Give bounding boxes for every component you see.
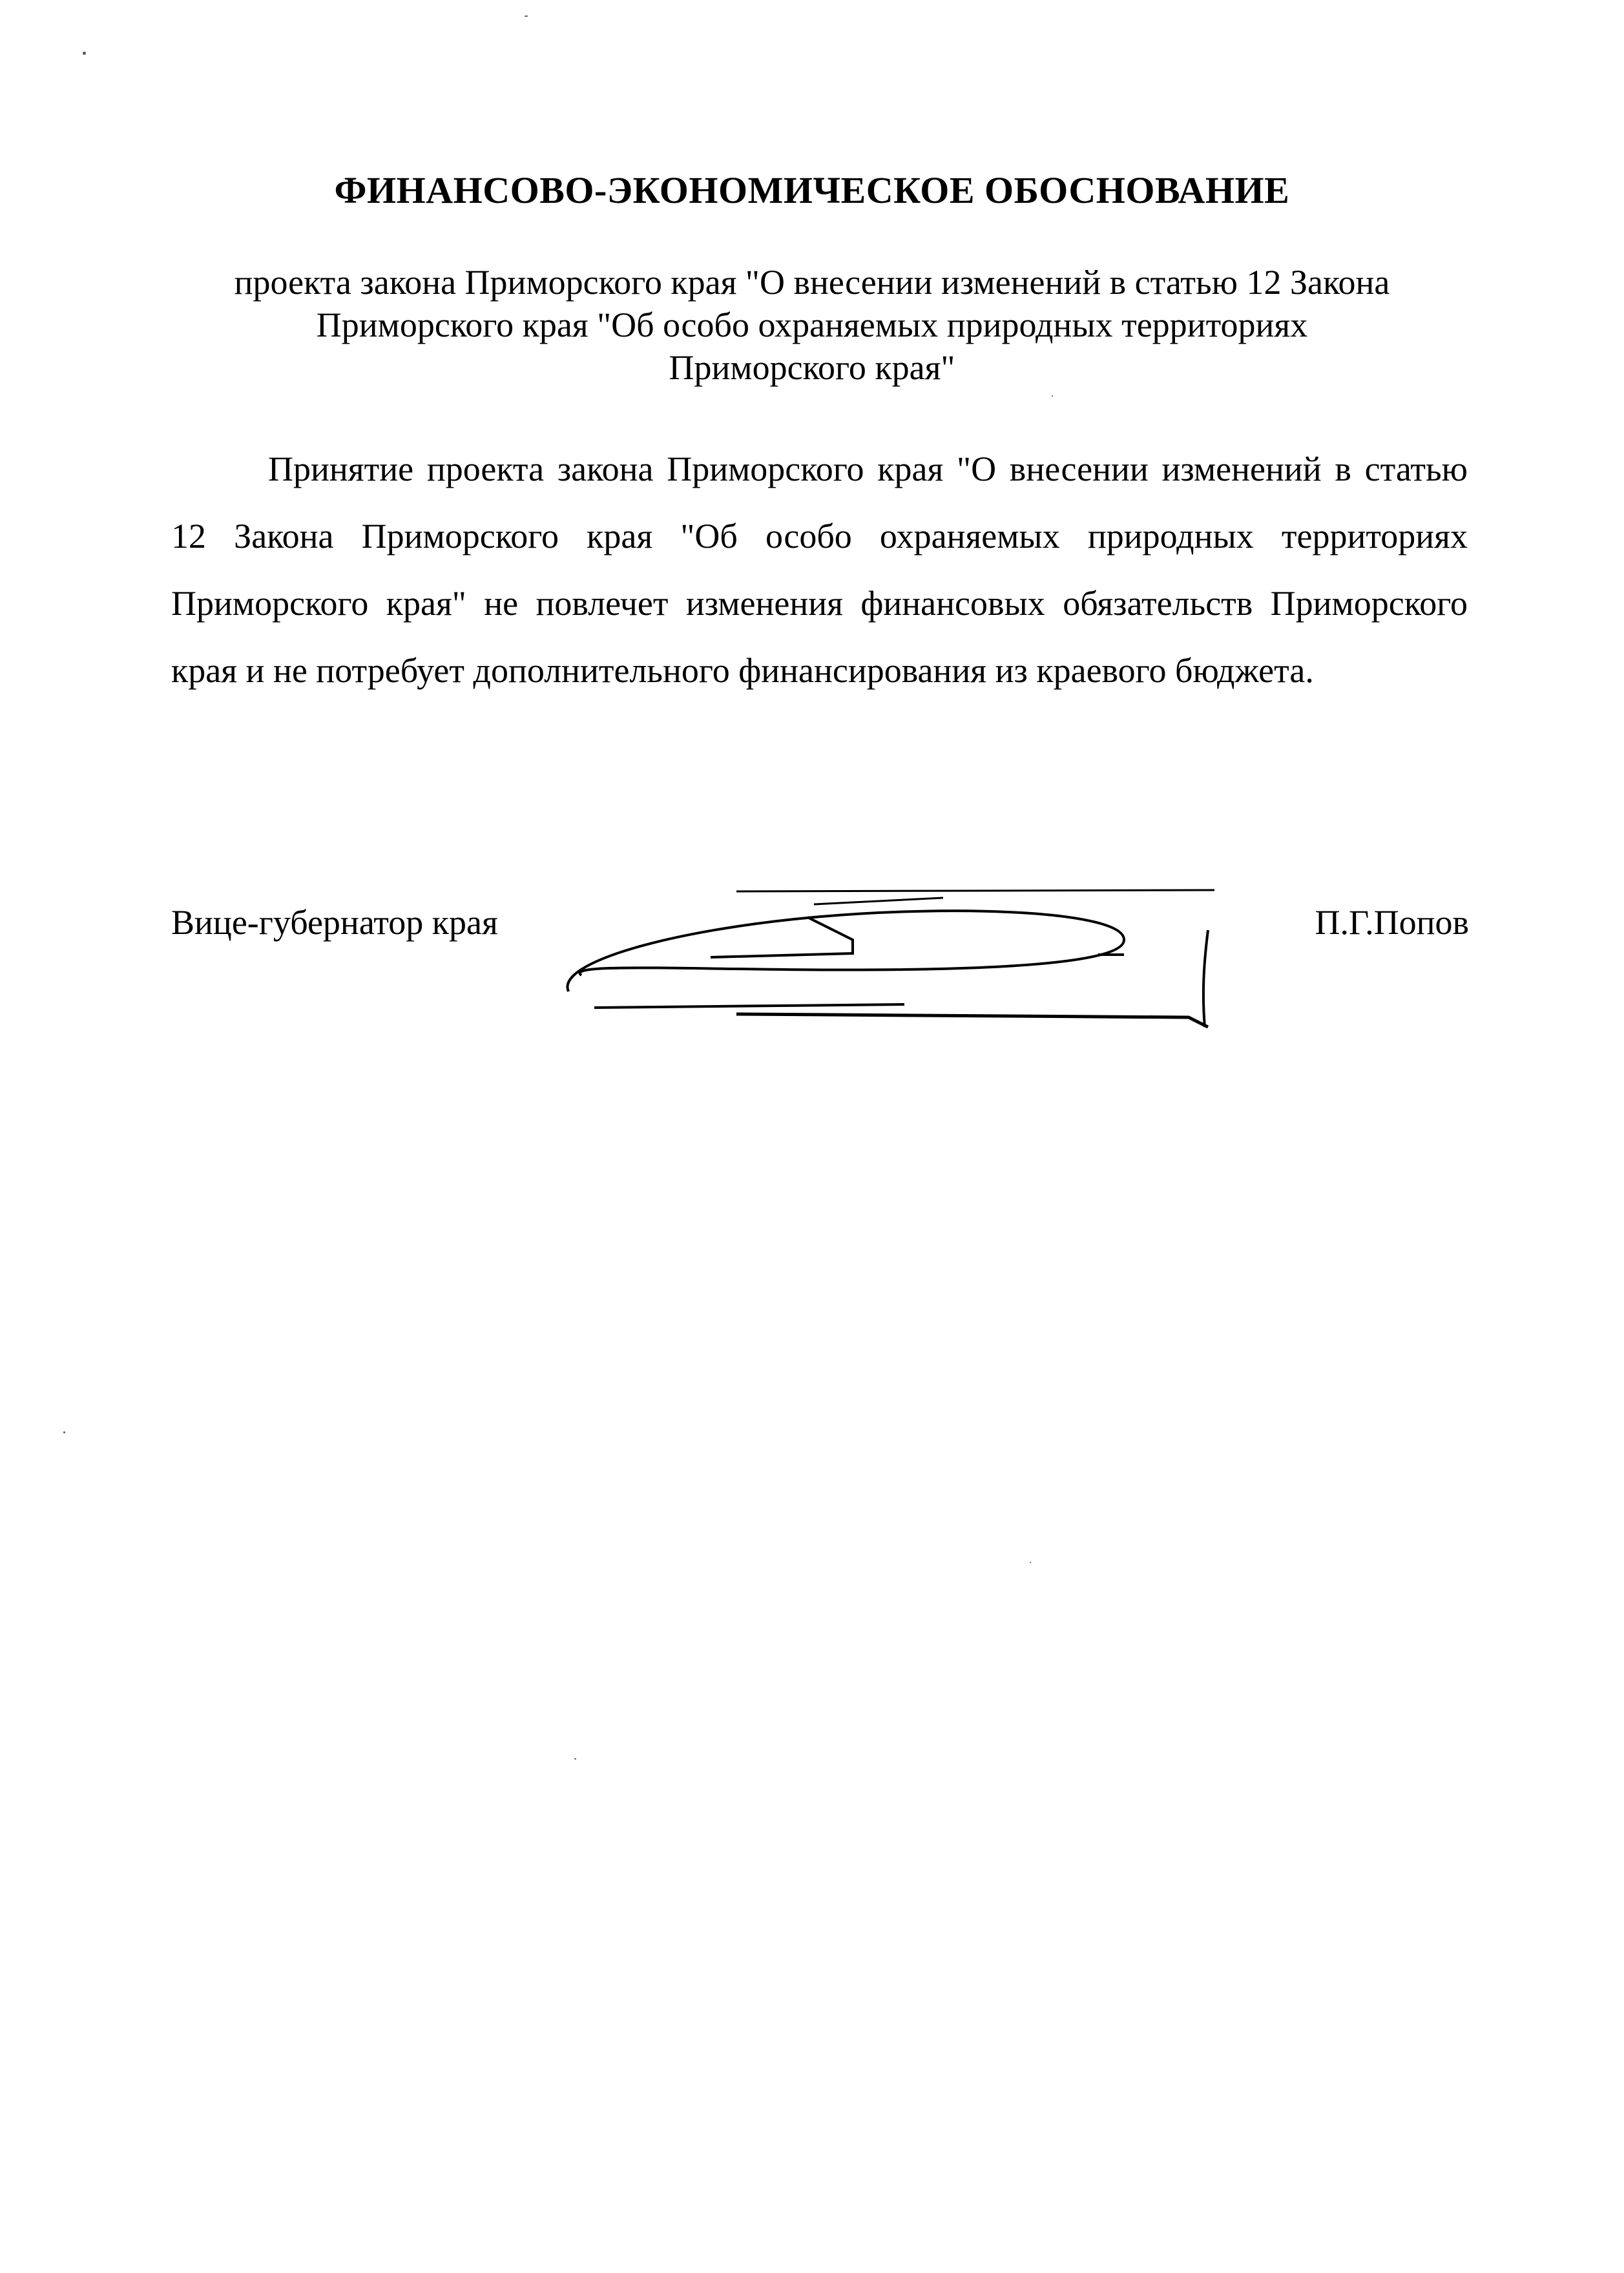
scan-speck	[574, 1758, 576, 1759]
scan-speck	[1052, 395, 1053, 397]
handwritten-signature	[543, 878, 1221, 1046]
body-paragraph: Принятие проекта закона Приморского края "О внесении изменений в статью 12 Закона Приморского края "Об особо охраняемых природных территориях Приморского края" не повлечет изменения финансовых обязательств Приморского края и не потребует дополнительного финансирования из краевого бюджета.	[171, 450, 1468, 690]
scan-speck	[83, 52, 86, 55]
signer-name: П.Г.Попов	[1315, 903, 1469, 942]
scan-speck	[1030, 1562, 1031, 1563]
scan-speck	[63, 1431, 65, 1433]
signer-position: Вице-губернатор края	[171, 903, 498, 942]
subtitle-line: Приморского края"	[669, 348, 955, 387]
scan-speck	[525, 16, 528, 17]
document-subtitle	[155, 261, 1469, 389]
subtitle-line: проекта закона Приморского края "О внесении изменений в статью 12 Закона	[234, 263, 1390, 302]
document-title: ФИНАНСОВО-ЭКОНОМИЧЕСКОЕ ОБОСНОВАНИЕ	[334, 169, 1290, 211]
subtitle-line: Приморского края "Об особо охраняемых природных территориях	[316, 306, 1308, 344]
